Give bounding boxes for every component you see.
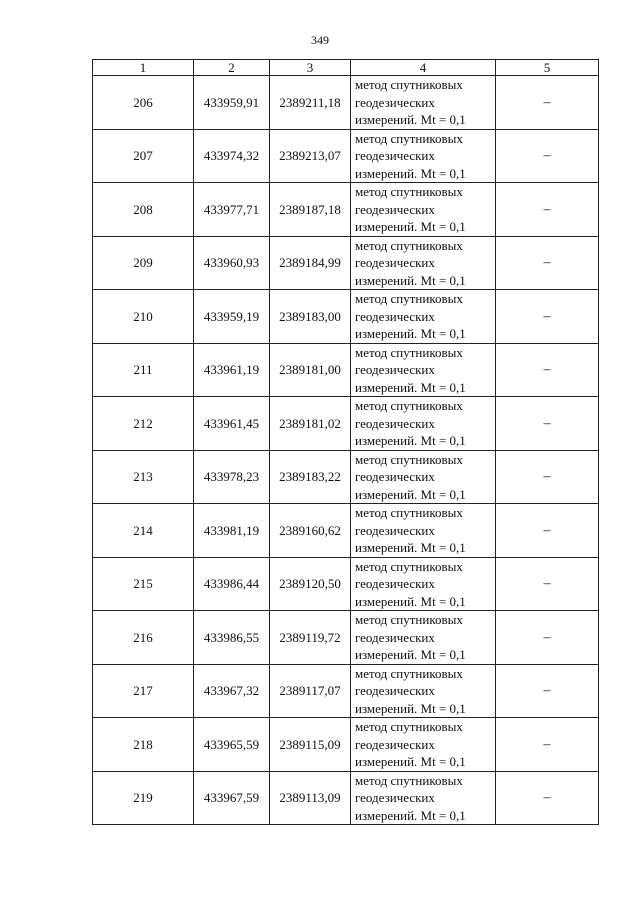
- table-header-row: [93, 60, 599, 76]
- table-row: [93, 771, 599, 825]
- method-line: геодезических: [355, 415, 435, 431]
- method-line: метод спутниковых: [355, 77, 463, 92]
- y-coordinate-cell: 2389119,72: [270, 611, 351, 665]
- note-cell: –: [496, 450, 599, 504]
- method-line: метод спутниковых: [355, 398, 463, 413]
- x-coordinate-cell: 433961,19: [194, 343, 270, 397]
- note-cell: –: [496, 397, 599, 451]
- method-line: метод спутниковых: [355, 291, 463, 306]
- note-cell: –: [496, 343, 599, 397]
- method-line: геодезических: [355, 469, 435, 484]
- method-line: метод спутниковых: [355, 558, 463, 574]
- point-number-cell: 218: [93, 718, 194, 772]
- method-line: метод спутниковых: [355, 184, 463, 199]
- method-line: метод спутниковых: [355, 451, 463, 467]
- table-row: [93, 76, 599, 130]
- x-coordinate-cell: 433977,71: [194, 183, 270, 237]
- method-line: измерений. Mt = 0,1: [355, 272, 466, 288]
- table-row: [93, 450, 599, 504]
- note-cell: –: [496, 129, 599, 183]
- x-coordinate-cell: 433986,44: [194, 557, 270, 611]
- note-cell: –: [496, 504, 599, 558]
- y-coordinate-cell: 2389181,02: [270, 397, 351, 451]
- x-coordinate-cell: 433986,55: [194, 611, 270, 665]
- x-coordinate-cell: 433959,91: [194, 76, 270, 130]
- method-cell: [351, 611, 496, 665]
- method-cell: [351, 397, 496, 451]
- method-line: геодезических: [355, 94, 435, 110]
- y-coordinate-cell: 2389117,07: [270, 664, 351, 718]
- table-row: [93, 129, 599, 183]
- table-row: [93, 557, 599, 611]
- table-row: [93, 236, 599, 290]
- point-number-cell: 216: [93, 611, 194, 665]
- point-number-cell: 213: [93, 450, 194, 504]
- note-cell: –: [496, 771, 599, 825]
- note-cell: –: [496, 76, 599, 130]
- x-coordinate-cell: 433961,45: [194, 397, 270, 451]
- page-number: 349: [311, 33, 329, 47]
- note-cell: –: [496, 557, 599, 611]
- method-line: измерений. Mt = 0,1: [355, 433, 466, 448]
- y-coordinate-cell: 2389211,18: [270, 76, 351, 130]
- y-coordinate-cell: 2389213,07: [270, 129, 351, 183]
- method-line: метод спутниковых: [355, 719, 463, 734]
- note-cell: –: [496, 611, 599, 665]
- method-line: геодезических: [355, 255, 435, 270]
- x-coordinate-cell: 433965,59: [194, 718, 270, 772]
- method-cell: [351, 557, 496, 611]
- y-coordinate-cell: 2389113,09: [270, 771, 351, 825]
- method-cell: [351, 343, 496, 397]
- table-row: [93, 290, 599, 344]
- method-cell: [351, 236, 496, 290]
- method-line: метод спутниковых: [355, 130, 463, 146]
- table-row: [93, 343, 599, 397]
- column-header-5: 5: [496, 60, 599, 76]
- y-coordinate-cell: 2389160,62: [270, 504, 351, 558]
- method-cell: [351, 76, 496, 130]
- column-header-2: 2: [194, 60, 270, 76]
- method-cell: [351, 129, 496, 183]
- method-line: измерений. Mt = 0,1: [355, 754, 466, 769]
- method-line: измерений. Mt = 0,1: [355, 647, 466, 662]
- table-row: [93, 611, 599, 665]
- method-line: измерений. Mt = 0,1: [355, 486, 466, 502]
- point-number-cell: 207: [93, 129, 194, 183]
- note-cell: –: [496, 183, 599, 237]
- y-coordinate-cell: 2389120,50: [270, 557, 351, 611]
- method-line: метод спутниковых: [355, 665, 463, 681]
- point-number-cell: 206: [93, 76, 194, 130]
- method-line: измерений. Mt = 0,1: [355, 700, 466, 716]
- coordinates-table: [92, 59, 599, 825]
- x-coordinate-cell: 433978,23: [194, 450, 270, 504]
- method-line: измерений. Mt = 0,1: [355, 326, 466, 341]
- x-coordinate-cell: 433959,19: [194, 290, 270, 344]
- table-row: [93, 718, 599, 772]
- method-line: метод спутниковых: [355, 612, 463, 627]
- point-number-cell: 219: [93, 771, 194, 825]
- method-cell: [351, 718, 496, 772]
- method-line: метод спутниковых: [355, 505, 463, 520]
- y-coordinate-cell: 2389181,00: [270, 343, 351, 397]
- y-coordinate-cell: 2389187,18: [270, 183, 351, 237]
- method-line: измерений. Mt = 0,1: [355, 379, 466, 395]
- point-number-cell: 214: [93, 504, 194, 558]
- table-body: [93, 76, 599, 825]
- method-line: геодезических: [355, 148, 435, 163]
- x-coordinate-cell: 433960,93: [194, 236, 270, 290]
- method-line: метод спутниковых: [355, 772, 463, 788]
- method-line: геодезических: [355, 629, 435, 645]
- method-line: измерений. Mt = 0,1: [355, 807, 466, 823]
- table-row: [93, 397, 599, 451]
- method-line: геодезических: [355, 576, 435, 591]
- x-coordinate-cell: 433981,19: [194, 504, 270, 558]
- table-row: [93, 664, 599, 718]
- method-line: метод спутниковых: [355, 344, 463, 360]
- point-number-cell: 208: [93, 183, 194, 237]
- x-coordinate-cell: 433974,32: [194, 129, 270, 183]
- method-line: геодезических: [355, 362, 435, 377]
- table-row: [93, 504, 599, 558]
- table-row: [93, 183, 599, 237]
- method-line: геодезических: [355, 683, 435, 698]
- y-coordinate-cell: 2389184,99: [270, 236, 351, 290]
- x-coordinate-cell: 433967,59: [194, 771, 270, 825]
- method-line: измерений. Mt = 0,1: [355, 219, 466, 234]
- column-header-1: 1: [93, 60, 194, 76]
- y-coordinate-cell: 2389183,00: [270, 290, 351, 344]
- column-header-3: 3: [270, 60, 351, 76]
- note-cell: –: [496, 664, 599, 718]
- method-line: измерений. Mt = 0,1: [355, 165, 466, 181]
- method-cell: [351, 290, 496, 344]
- point-number-cell: 210: [93, 290, 194, 344]
- point-number-cell: 211: [93, 343, 194, 397]
- point-number-cell: 217: [93, 664, 194, 718]
- method-line: геодезических: [355, 308, 435, 324]
- y-coordinate-cell: 2389115,09: [270, 718, 351, 772]
- method-line: геодезических: [355, 736, 435, 752]
- point-number-cell: 212: [93, 397, 194, 451]
- point-number-cell: 215: [93, 557, 194, 611]
- method-cell: [351, 664, 496, 718]
- method-line: измерений. Mt = 0,1: [355, 112, 466, 127]
- y-coordinate-cell: 2389183,22: [270, 450, 351, 504]
- note-cell: –: [496, 236, 599, 290]
- method-line: измерений. Mt = 0,1: [355, 540, 466, 555]
- method-cell: [351, 183, 496, 237]
- method-line: метод спутниковых: [355, 237, 463, 253]
- method-cell: [351, 771, 496, 825]
- note-cell: –: [496, 290, 599, 344]
- method-line: геодезических: [355, 201, 435, 217]
- note-cell: –: [496, 718, 599, 772]
- point-number-cell: 209: [93, 236, 194, 290]
- method-cell: [351, 450, 496, 504]
- method-cell: [351, 504, 496, 558]
- column-header-4: 4: [351, 60, 496, 76]
- method-line: геодезических: [355, 790, 435, 805]
- x-coordinate-cell: 433967,32: [194, 664, 270, 718]
- method-line: измерений. Mt = 0,1: [355, 593, 466, 609]
- method-line: геодезических: [355, 522, 435, 538]
